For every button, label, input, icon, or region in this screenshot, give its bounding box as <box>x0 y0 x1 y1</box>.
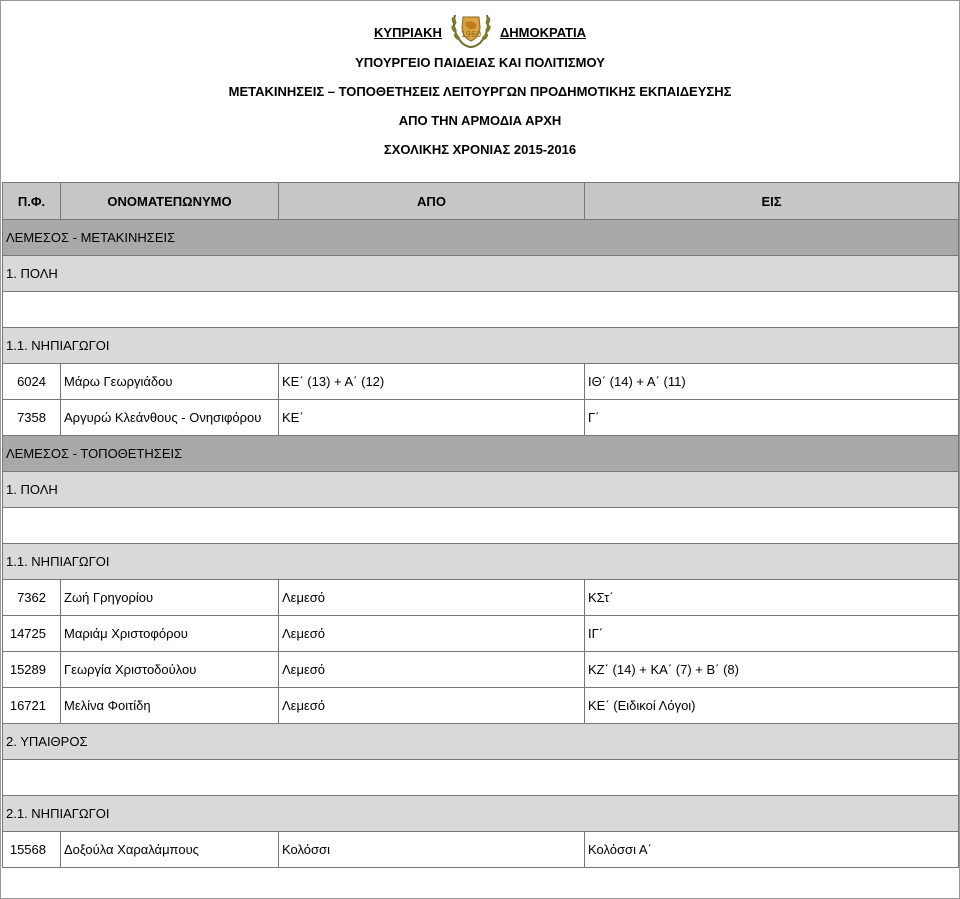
column-header-id: Π.Φ. <box>3 183 61 220</box>
table-row <box>3 688 959 724</box>
table-header-row <box>3 183 959 220</box>
country-name-left: ΚΥΠΡΙΑΚΗ <box>374 25 442 40</box>
cell-from: ΚΕ΄ (13) + Α΄ (12) <box>279 364 585 400</box>
blank-row <box>3 292 959 328</box>
cell-from: ΚΕ΄ <box>279 400 585 436</box>
cell-name: Δοξούλα Χαραλάμπους <box>61 832 279 868</box>
document-subject: ΜΕΤΑΚΙΝΗΣΕΙΣ – ΤΟΠΟΘΕΤΗΣΕΙΣ ΛΕΙΤΟΥΡΓΩΝ ΠΡΟΔΗΜΟΤΙΚΗΣ ΕΚΠΑΙΔΕΥΣΗΣ <box>228 84 732 99</box>
cell-from: Λεμεσό <box>279 580 585 616</box>
table-row <box>3 400 959 436</box>
section-label: 1.1. ΝΗΠΙΑΓΩΓΟΙ <box>3 328 959 364</box>
cell-name: Μελίνα Φοιτίδη <box>61 688 279 724</box>
section-label: 2.1. ΝΗΠΙΑΓΩΓΟΙ <box>3 796 959 832</box>
cell-name: Μάρω Γεωργιάδου <box>61 364 279 400</box>
subsection-header-row <box>3 544 959 580</box>
table-row <box>3 832 959 868</box>
cell-to: Κολόσσι Α΄ <box>585 832 959 868</box>
cell-id: 14725 <box>3 616 61 652</box>
section-header-row <box>3 436 959 472</box>
table-row <box>3 616 959 652</box>
cell-to: ΚΕ΄ (Ειδικοί Λόγοι) <box>585 688 959 724</box>
cell-id: 7358 <box>3 400 61 436</box>
cell-name: Ζωή Γρηγορίου <box>61 580 279 616</box>
column-header-to: ΕΙΣ <box>585 183 959 220</box>
transfers-table <box>2 182 959 868</box>
document-header <box>1 1 959 157</box>
table-body <box>3 220 959 868</box>
cell-to: ΚΣτ΄ <box>585 580 959 616</box>
cell-id: 15289 <box>3 652 61 688</box>
cell-name: Μαριάμ Χριστοφόρου <box>61 616 279 652</box>
table-row <box>3 580 959 616</box>
blank-row <box>3 508 959 544</box>
cell-to: Γ΄ <box>585 400 959 436</box>
section-label: 1.1. ΝΗΠΙΑΓΩΓΟΙ <box>3 544 959 580</box>
table-row <box>3 364 959 400</box>
blank-cell <box>3 508 959 544</box>
cell-from: Λεμεσό <box>279 616 585 652</box>
blank-cell <box>3 292 959 328</box>
cell-id: 15568 <box>3 832 61 868</box>
cell-id: 6024 <box>3 364 61 400</box>
cell-name: Αργυρώ Κλεάνθους - Ονησιφόρου <box>61 400 279 436</box>
table-row <box>3 652 959 688</box>
column-header-name: ΟΝΟΜΑΤΕΠΩΝΥΜΟ <box>61 183 279 220</box>
section-label: 1. ΠΟΛΗ <box>3 256 959 292</box>
cell-id: 7362 <box>3 580 61 616</box>
ministry-title: ΥΠΟΥΡΓΕΙΟ ΠΑΙΔΕΙΑΣ ΚΑΙ ΠΟΛΙΤΙΣΜΟΥ <box>355 55 605 70</box>
cell-to: ΙΘ΄ (14) + Α΄ (11) <box>585 364 959 400</box>
school-year: ΣΧΟΛΙΚΗΣ ΧΡΟΝΙΑΣ 2015-2016 <box>383 142 577 157</box>
subsection-header-row <box>3 796 959 832</box>
section-label: ΛΕΜΕΣΟΣ - ΜΕΤΑΚΙΝΗΣΕΙΣ <box>3 220 959 256</box>
cell-to: ΚΖ΄ (14) + ΚΑ΄ (7) + Β΄ (8) <box>585 652 959 688</box>
cell-from: Κολόσσι <box>279 832 585 868</box>
cell-from: Λεμεσό <box>279 688 585 724</box>
subsection-header-row <box>3 256 959 292</box>
cell-to: ΙΓ΄ <box>585 616 959 652</box>
cell-id: 16721 <box>3 688 61 724</box>
cell-name: Γεωργία Χριστοδούλου <box>61 652 279 688</box>
subsection-header-row <box>3 472 959 508</box>
section-label: 1. ΠΟΛΗ <box>3 472 959 508</box>
authority-line: ΑΠΟ ΤΗΝ ΑΡΜΟΔΙΑ ΑΡΧΗ <box>398 113 562 128</box>
country-name-right: ΔΗΜΟΚΡΑΤΙΑ <box>499 25 586 40</box>
subsection-header-row <box>3 724 959 760</box>
column-header-from: ΑΠΟ <box>279 183 585 220</box>
cyprus-coat-of-arms-icon <box>448 11 494 45</box>
section-header-row <box>3 220 959 256</box>
blank-cell <box>3 760 959 796</box>
blank-row <box>3 760 959 796</box>
svg-text:1960: 1960 <box>460 30 482 39</box>
cell-from: Λεμεσό <box>279 652 585 688</box>
section-label: ΛΕΜΕΣΟΣ - ΤΟΠΟΘΕΤΗΣΕΙΣ <box>3 436 959 472</box>
subsection-header-row <box>3 328 959 364</box>
section-label: 2. ΥΠΑΙΘΡΟΣ <box>3 724 959 760</box>
